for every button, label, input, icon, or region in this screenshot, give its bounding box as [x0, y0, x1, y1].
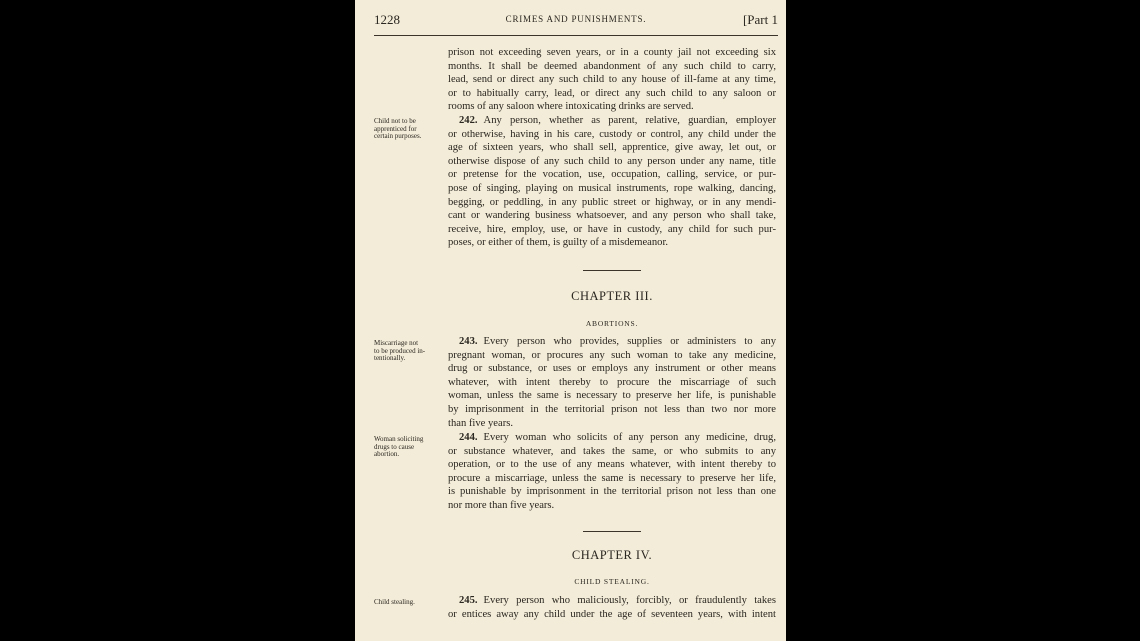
text-line: poses, or either of them, is guilty of a misdemeanor.: [448, 237, 669, 249]
continued-paragraph: [448, 46, 776, 114]
text-line: lead, send or direct any such child to any house of ill-fame at any time,: [448, 74, 776, 86]
header-rule: [374, 35, 778, 36]
sidenote-line: Miscarriage not: [374, 339, 419, 347]
text-line: nor more than five years.: [448, 499, 555, 511]
sidenote-line: Child stealing.: [374, 598, 415, 606]
chapter-subtitle: ABORTIONS.: [585, 319, 639, 328]
text-line: operation, or to the use of any means whatever, with intent thereby to: [448, 459, 776, 471]
text-line: age of sixteen years, who shall sell, apprentice, give away, let out, or: [448, 142, 776, 154]
sidenote-line: tentionally.: [374, 354, 406, 362]
part-label: [Part 1: [742, 12, 778, 27]
text-line: than five years.: [448, 417, 514, 429]
text-line: whatever, with intent thereby to procure the miscarriage of such: [448, 376, 776, 388]
section-243: [448, 335, 776, 430]
text-line: or entices away any child under the age of seventeen years, with intent: [448, 608, 776, 620]
chapter-3-heading: [448, 289, 776, 304]
sidenote-line: Child not to be: [374, 117, 416, 125]
sidenote-line: drugs to cause: [374, 442, 415, 451]
chapter-title: CHAPTER IV.: [571, 548, 653, 562]
sidenote-line: certain purposes.: [374, 132, 422, 140]
running-title: CRIMES AND PUNISHMENTS.: [505, 14, 647, 24]
section-number: 244.: [459, 432, 478, 443]
sidenote-243: [374, 340, 444, 363]
text-line: 243. Every person who provides, supplies or administers to any: [459, 336, 776, 347]
text-line: is punishable by imprisonment in the territorial prison not less than one: [448, 486, 776, 498]
section-number: 243.: [459, 336, 478, 347]
text-line: 242. Any person, whether as parent, relative, guardian, employer: [459, 115, 776, 126]
chapter-4-subheading: [448, 577, 776, 586]
book-page: [355, 0, 786, 641]
text-line: 245. Every person who maliciously, forcibly, or fraudulently takes: [459, 595, 776, 606]
chapter-title: CHAPTER III.: [571, 289, 653, 303]
section-number: 245.: [459, 595, 478, 606]
text-line: 244. Every woman who solicits of any person any medicine, drug,: [459, 432, 776, 443]
sidenote-line: apprenticed for: [374, 124, 417, 133]
text-line: or to habitually carry, lead, or direct any such child to any saloon or: [448, 87, 776, 99]
text-line: cant or wandering business whatsoever, and any person who shall take,: [448, 210, 776, 222]
text-line: or pretense for the vocation, use, occupation, calling, service, or pur-: [448, 169, 776, 181]
running-head: [374, 12, 778, 30]
section-244: [448, 431, 776, 513]
sidenote-line: to be produced in-: [374, 346, 426, 355]
text-line: pregnant woman, or procures any such woman to take any medicine,: [448, 349, 776, 361]
text-line: procure a miscarriage, unless the same is necessary to preserve her life,: [448, 472, 776, 484]
section-number: 242.: [459, 115, 478, 126]
text-line: pose of singing, playing on musical instruments, rope walking, dancing,: [448, 182, 776, 194]
sidenote-245: [374, 599, 444, 607]
page-number: 1228: [374, 12, 400, 27]
text-line: or substance whatever, and takes the same, or who submits to any: [448, 445, 776, 457]
text-line: months. It shall be deemed abandonment of any such child to carry,: [448, 60, 776, 72]
text-line: or otherwise, having in his care, custody or control, any child under the: [448, 128, 776, 140]
chapter-divider: [583, 270, 641, 271]
text-line: drug or substance, or uses or employs any instrument or other means: [448, 363, 776, 375]
chapter-4-heading: [448, 548, 776, 563]
text-line: by imprisonment in the territorial prison not less than two nor more: [448, 403, 776, 415]
text-line: prison not exceeding seven years, or in a county jail not exceeding six: [448, 47, 776, 58]
sidenote-244: [374, 436, 444, 459]
chapter-subtitle: CHILD STEALING.: [574, 577, 650, 586]
text-line: begging, or peddling, in any public street or highway, or in any mendi-: [448, 196, 776, 208]
text-line: receive, hire, employ, use, or have in custody, any child for such pur-: [448, 223, 776, 235]
text-line: woman, unless the same is necessary to preserve her life, is punishable: [448, 390, 776, 402]
section-242: [448, 114, 776, 250]
chapter-3-subheading: [448, 319, 776, 328]
text-line: rooms of any saloon where intoxicating drinks are served.: [448, 101, 694, 113]
sidenote-line: Woman soliciting: [374, 435, 424, 443]
sidenote-242: [374, 118, 444, 141]
sidenote-line: abortion.: [374, 450, 400, 458]
text-line: otherwise dispose of any such child to any person under any name, title: [448, 155, 776, 167]
chapter-divider: [583, 531, 641, 532]
section-245: [448, 594, 776, 621]
